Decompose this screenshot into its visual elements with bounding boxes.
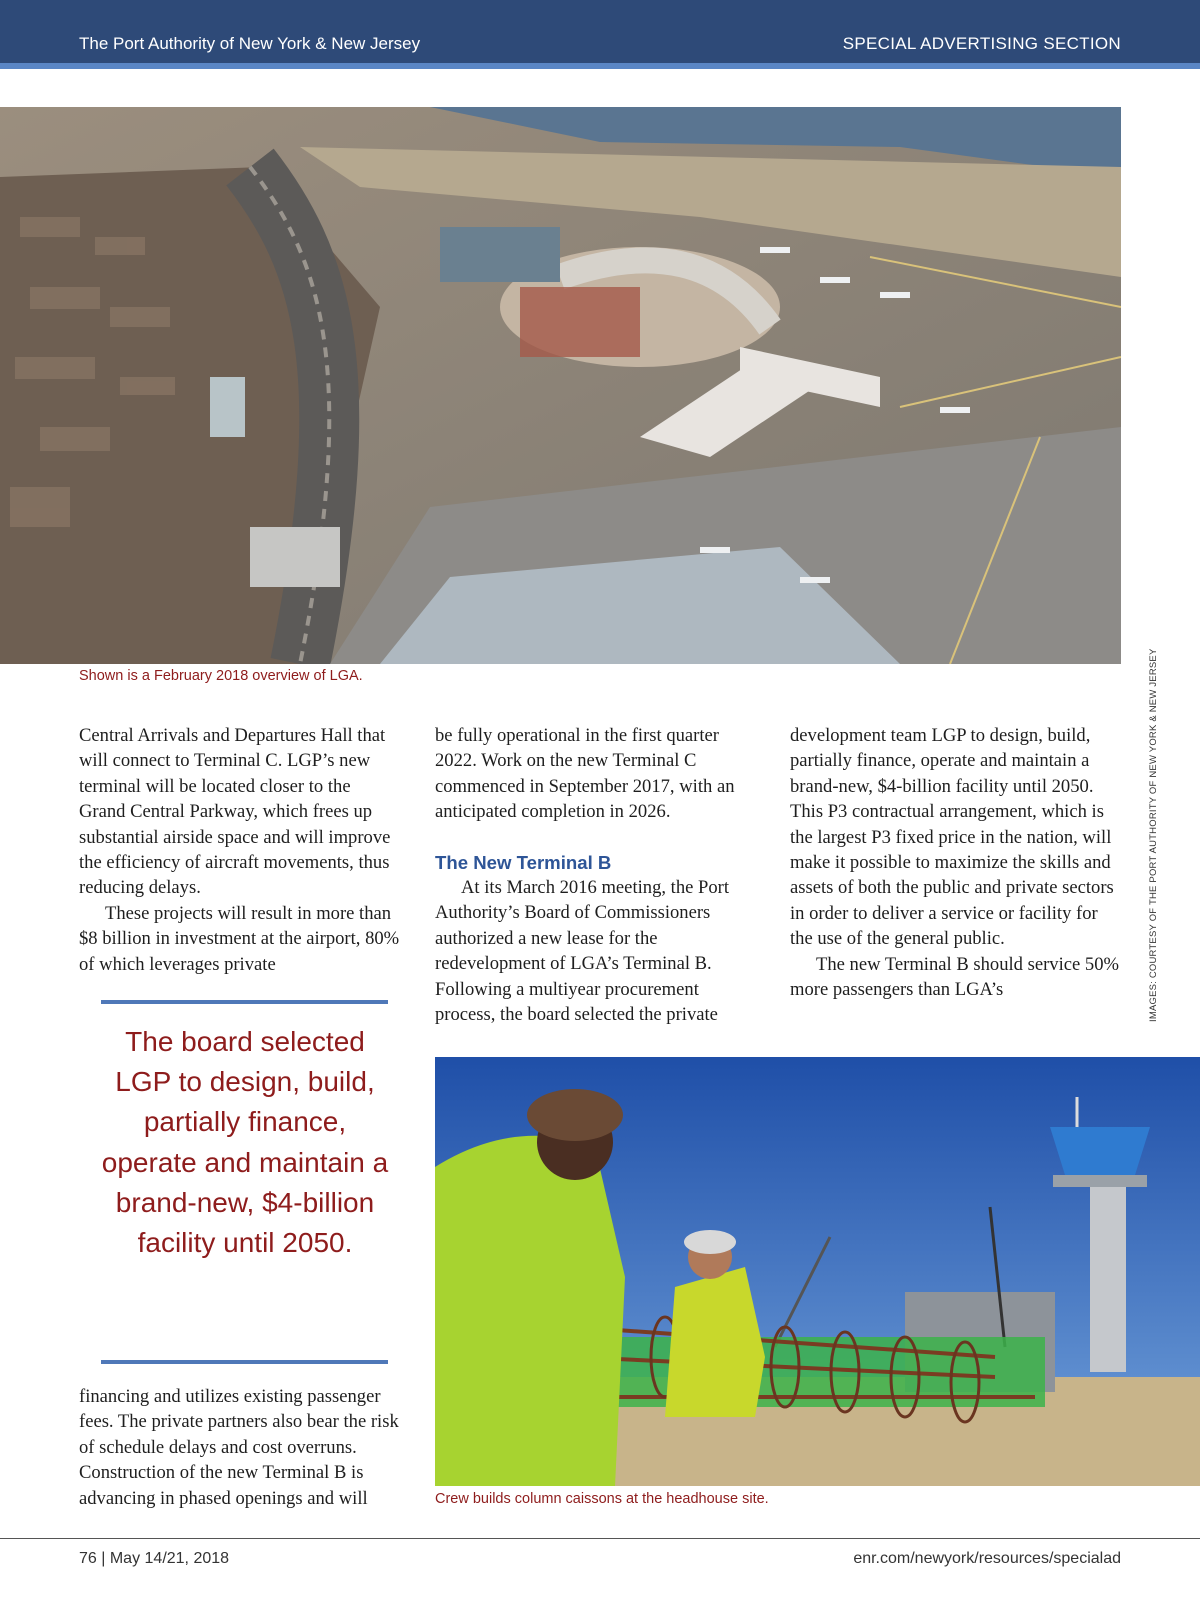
construction-photo-illustration	[435, 1057, 1200, 1486]
section-subhead: The New Terminal B	[435, 851, 612, 873]
paragraph: financing and utilizes existing passenger fees. The private partners also bear the risk of schedule delays and cost overruns. Construction of the new Terminal B is advancing in phased openings and will	[79, 1386, 399, 1509]
aerial-photo-illustration	[0, 107, 1121, 664]
page-number-date: 76 | May 14/21, 2018	[79, 1550, 230, 1567]
publication-title: The Port Authority of New York & New Jersey	[79, 34, 421, 53]
article-column-2	[435, 723, 757, 1027]
header-stripe	[0, 63, 1200, 69]
footer-rule	[0, 1538, 1200, 1539]
section-label: SPECIAL ADVERTISING SECTION	[842, 34, 1121, 53]
paragraph: be fully operational in the first quarter 2022. Work on the new Terminal C commenced in September 2017, with an anticipated completion in 2026.	[435, 725, 735, 823]
footer-url: enr.com/newyork/resources/specialad	[853, 1550, 1121, 1567]
construction-photo	[435, 1057, 1200, 1486]
aerial-photo	[0, 107, 1121, 664]
aerial-photo-caption: Shown is a February 2018 overview of LGA.	[79, 668, 363, 684]
header-bar	[0, 0, 1200, 63]
paragraph: At its March 2016 meeting, the Port Authority’s Board of Commissioners authorized a new lease for the redevelopment of LGA’s Terminal B. Following a multiyear procurement process, the board selected the private	[435, 877, 730, 1026]
pull-quote: The board selected LGP to design, build, partially finance, operate and maintain a brand-new, $4-billion facility until 2050.	[101, 1026, 389, 1259]
paragraph: The new Terminal B should service 50% more passengers than LGA’s	[790, 953, 1120, 1001]
article-column-3	[790, 723, 1120, 1002]
paragraph: These projects will result in more than $8 billion in investment at the airport, 80% of which leverages private	[79, 902, 400, 975]
paragraph: Central Arrivals and Departures Hall that will connect to Terminal C. LGP’s new terminal will be located closer to the Grand Central Parkway, which frees up substantial airside space and will improve the efficiency of aircraft movements, thus reducing delays.	[79, 725, 391, 899]
pullquote-rule-bottom	[101, 1360, 388, 1364]
image-credit: IMAGES: COURTESY OF THE PORT AUTHORITY OF NEW YORK & NEW JERSEY	[1148, 648, 1159, 1022]
article-column-1-continued	[79, 1384, 409, 1511]
paragraph: development team LGP to design, build, partially finance, operate and maintain a brand-new, $4-billion facility until 2050. This P3 contractual arrangement, which is the largest P3 fixed price in the nation, will make it possible to maximize the skills and assets of both the public and private sectors in order to deliver a service or facility for the use of the general public.	[790, 725, 1114, 950]
article-column-1	[79, 723, 401, 977]
construction-photo-caption: Crew builds column caissons at the headhouse site.	[435, 1491, 769, 1507]
pullquote-rule-top	[101, 1000, 388, 1004]
